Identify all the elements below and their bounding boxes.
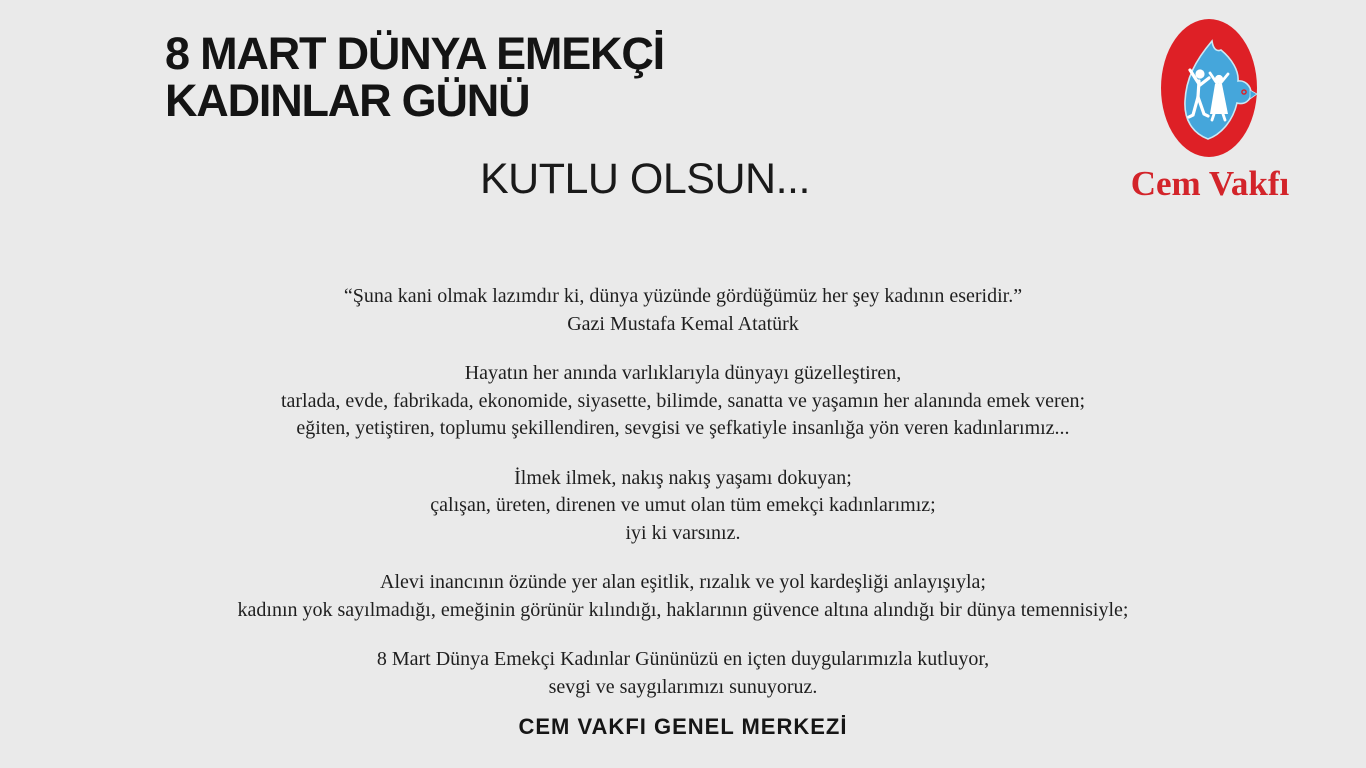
paragraph-line: İlmek ilmek, nakış nakış yaşamı dokuyan; [514,466,852,489]
paragraph-line: 8 Mart Dünya Emekçi Kadınlar Gününüzü en içten duygularımızla kutluyor, [376,648,990,670]
paragraph [0,646,1366,701]
page-title-line1: 8 MART DÜNYA EMEKÇİ [165,28,664,79]
page-subtitle: KUTLU OLSUN... [480,155,810,203]
paragraph [0,360,1366,443]
paragraph-line: kadının yok sayılmadığı, emeğinin görünür kılındığı, haklarının güvence altına alındığı bir dünya temennisiyle; [237,598,1129,621]
message-body [0,283,1366,723]
paragraph-line: “Şuna kani olmak lazımdır ki, dünya yüzünde gördüğümüz her şey kadının eseridir.” [343,285,1023,307]
page-title-line2: KADINLAR GÜNÜ [165,75,530,126]
signature-footer: CEM VAKFI GENEL MERKEZİ [518,714,848,739]
paragraph [0,465,1366,548]
paragraph-line: tarlada, evde, fabrikada, ekonomide, siyasette, bilimde, sanatta ve yaşamın her alanında emek veren; [280,389,1086,412]
cem-vakfi-logo-icon [1160,16,1260,158]
paragraph [0,283,1366,338]
paragraph-line: Gazi Mustafa Kemal Atatürk [567,312,799,335]
cem-vakfi-logo-text: Cem Vakfı [1130,164,1290,203]
paragraph-line: Hayatın her anında varlıklarıyla dünyayı güzelleştiren, [464,362,902,384]
paragraph-line: iyi ki varsınız. [625,521,741,544]
paragraph [0,569,1366,624]
page-title [165,30,664,124]
paragraph-line: sevgi ve saygılarımızı sunuyoruz. [548,675,818,698]
paragraph-line: Alevi inancının özünde yer alan eşitlik, rızalık ve yol kardeşliği anlayışıyla; [380,571,986,593]
paragraph-line: çalışan, üreten, direnen ve umut olan tüm emekçi kadınlarımız; [430,494,936,516]
cem-vakfi-logo [1120,16,1300,202]
paragraph-line: eğiten, yetiştiren, toplumu şekillendiren, sevgisi ve şefkatiyle insanlığa yön veren kadınlarımız... [296,417,1070,439]
